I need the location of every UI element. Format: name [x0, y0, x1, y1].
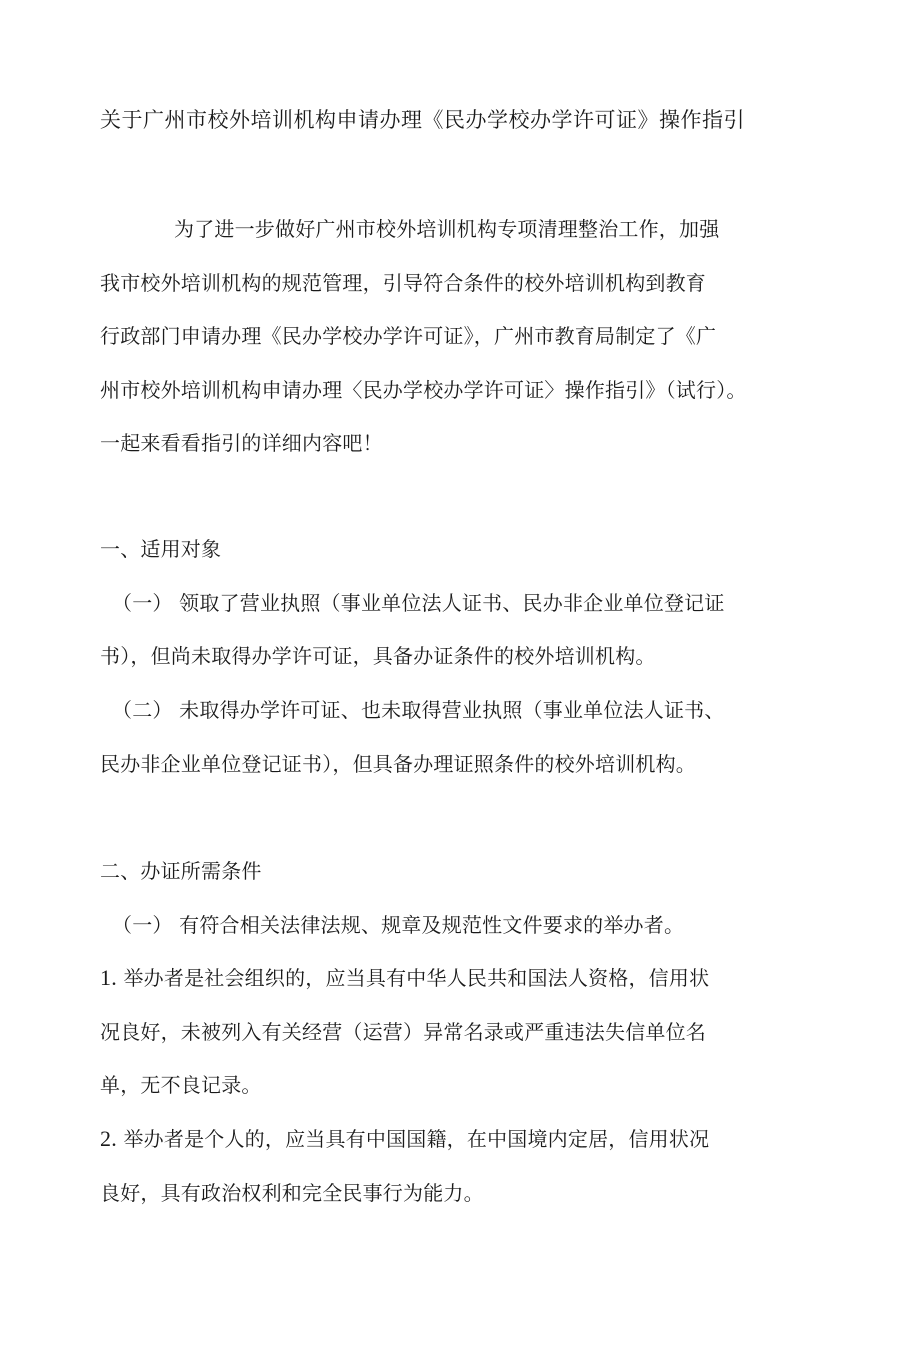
- section-2-point-2-line-1: [100, 1126, 709, 1152]
- section-1-item-1-line-2: 书），但尚未取得办学许可证，具备办证条件的校外培训机构。: [100, 644, 656, 668]
- point-1-text: 举办者是社会组织的，应当具有中华人民共和国法人资格，信用状: [123, 966, 710, 990]
- section-1-item-2-line-2: 民办非企业单位登记证书），但具备办理证照条件的校外培训机构。: [100, 752, 696, 776]
- section-2-point-1-line-1: [100, 965, 709, 991]
- section-1-item-1-line-1: （一） 领取了营业执照（事业单位法人证书、民办非企业单位登记证: [112, 591, 725, 615]
- intro-line-1: 为了进一步做好广州市校外培训机构专项清理整治工作，加强: [174, 217, 720, 241]
- document-title: 关于广州市校外培训机构申请办理《民办学校办学许可证》操作指引: [100, 108, 745, 132]
- point-2-number: 2.: [100, 1126, 117, 1151]
- section-1-heading: 一、适用对象: [100, 537, 222, 561]
- intro-line-3: 行政部门申请办理《民办学校办学许可证》，广州市教育局制定了《广: [100, 324, 717, 348]
- point-1-number: 1.: [100, 965, 117, 990]
- intro-line-4: 州市校外培训机构申请办理〈民办学校办学许可证〉操作指引》（试行）。: [100, 378, 747, 402]
- point-2-text: 举办者是个人的，应当具有中国国籍，在中国境内定居，信用状况: [123, 1127, 710, 1151]
- intro-line-5: 一起来看看指引的详细内容吧！: [100, 431, 383, 455]
- section-2-point-1-line-2: 况良好，未被列入有关经营（运营）异常名录或严重违法失信单位名: [100, 1020, 706, 1044]
- intro-line-2: 我市校外培训机构的规范管理，引导符合条件的校外培训机构到教育: [100, 271, 706, 295]
- section-2-heading: 二、办证所需条件: [100, 859, 262, 883]
- section-2-sub-1: （一） 有符合相关法律法规、规章及规范性文件要求的举办者。: [112, 913, 685, 937]
- section-2-point-2-line-2: 良好，具有政治权利和完全民事行为能力。: [100, 1181, 484, 1205]
- section-2-point-1-line-3: 单，无不良记录。: [100, 1073, 262, 1097]
- section-1-item-2-line-1: （二） 未取得办学许可证、也未取得营业执照（事业单位法人证书、: [112, 698, 725, 722]
